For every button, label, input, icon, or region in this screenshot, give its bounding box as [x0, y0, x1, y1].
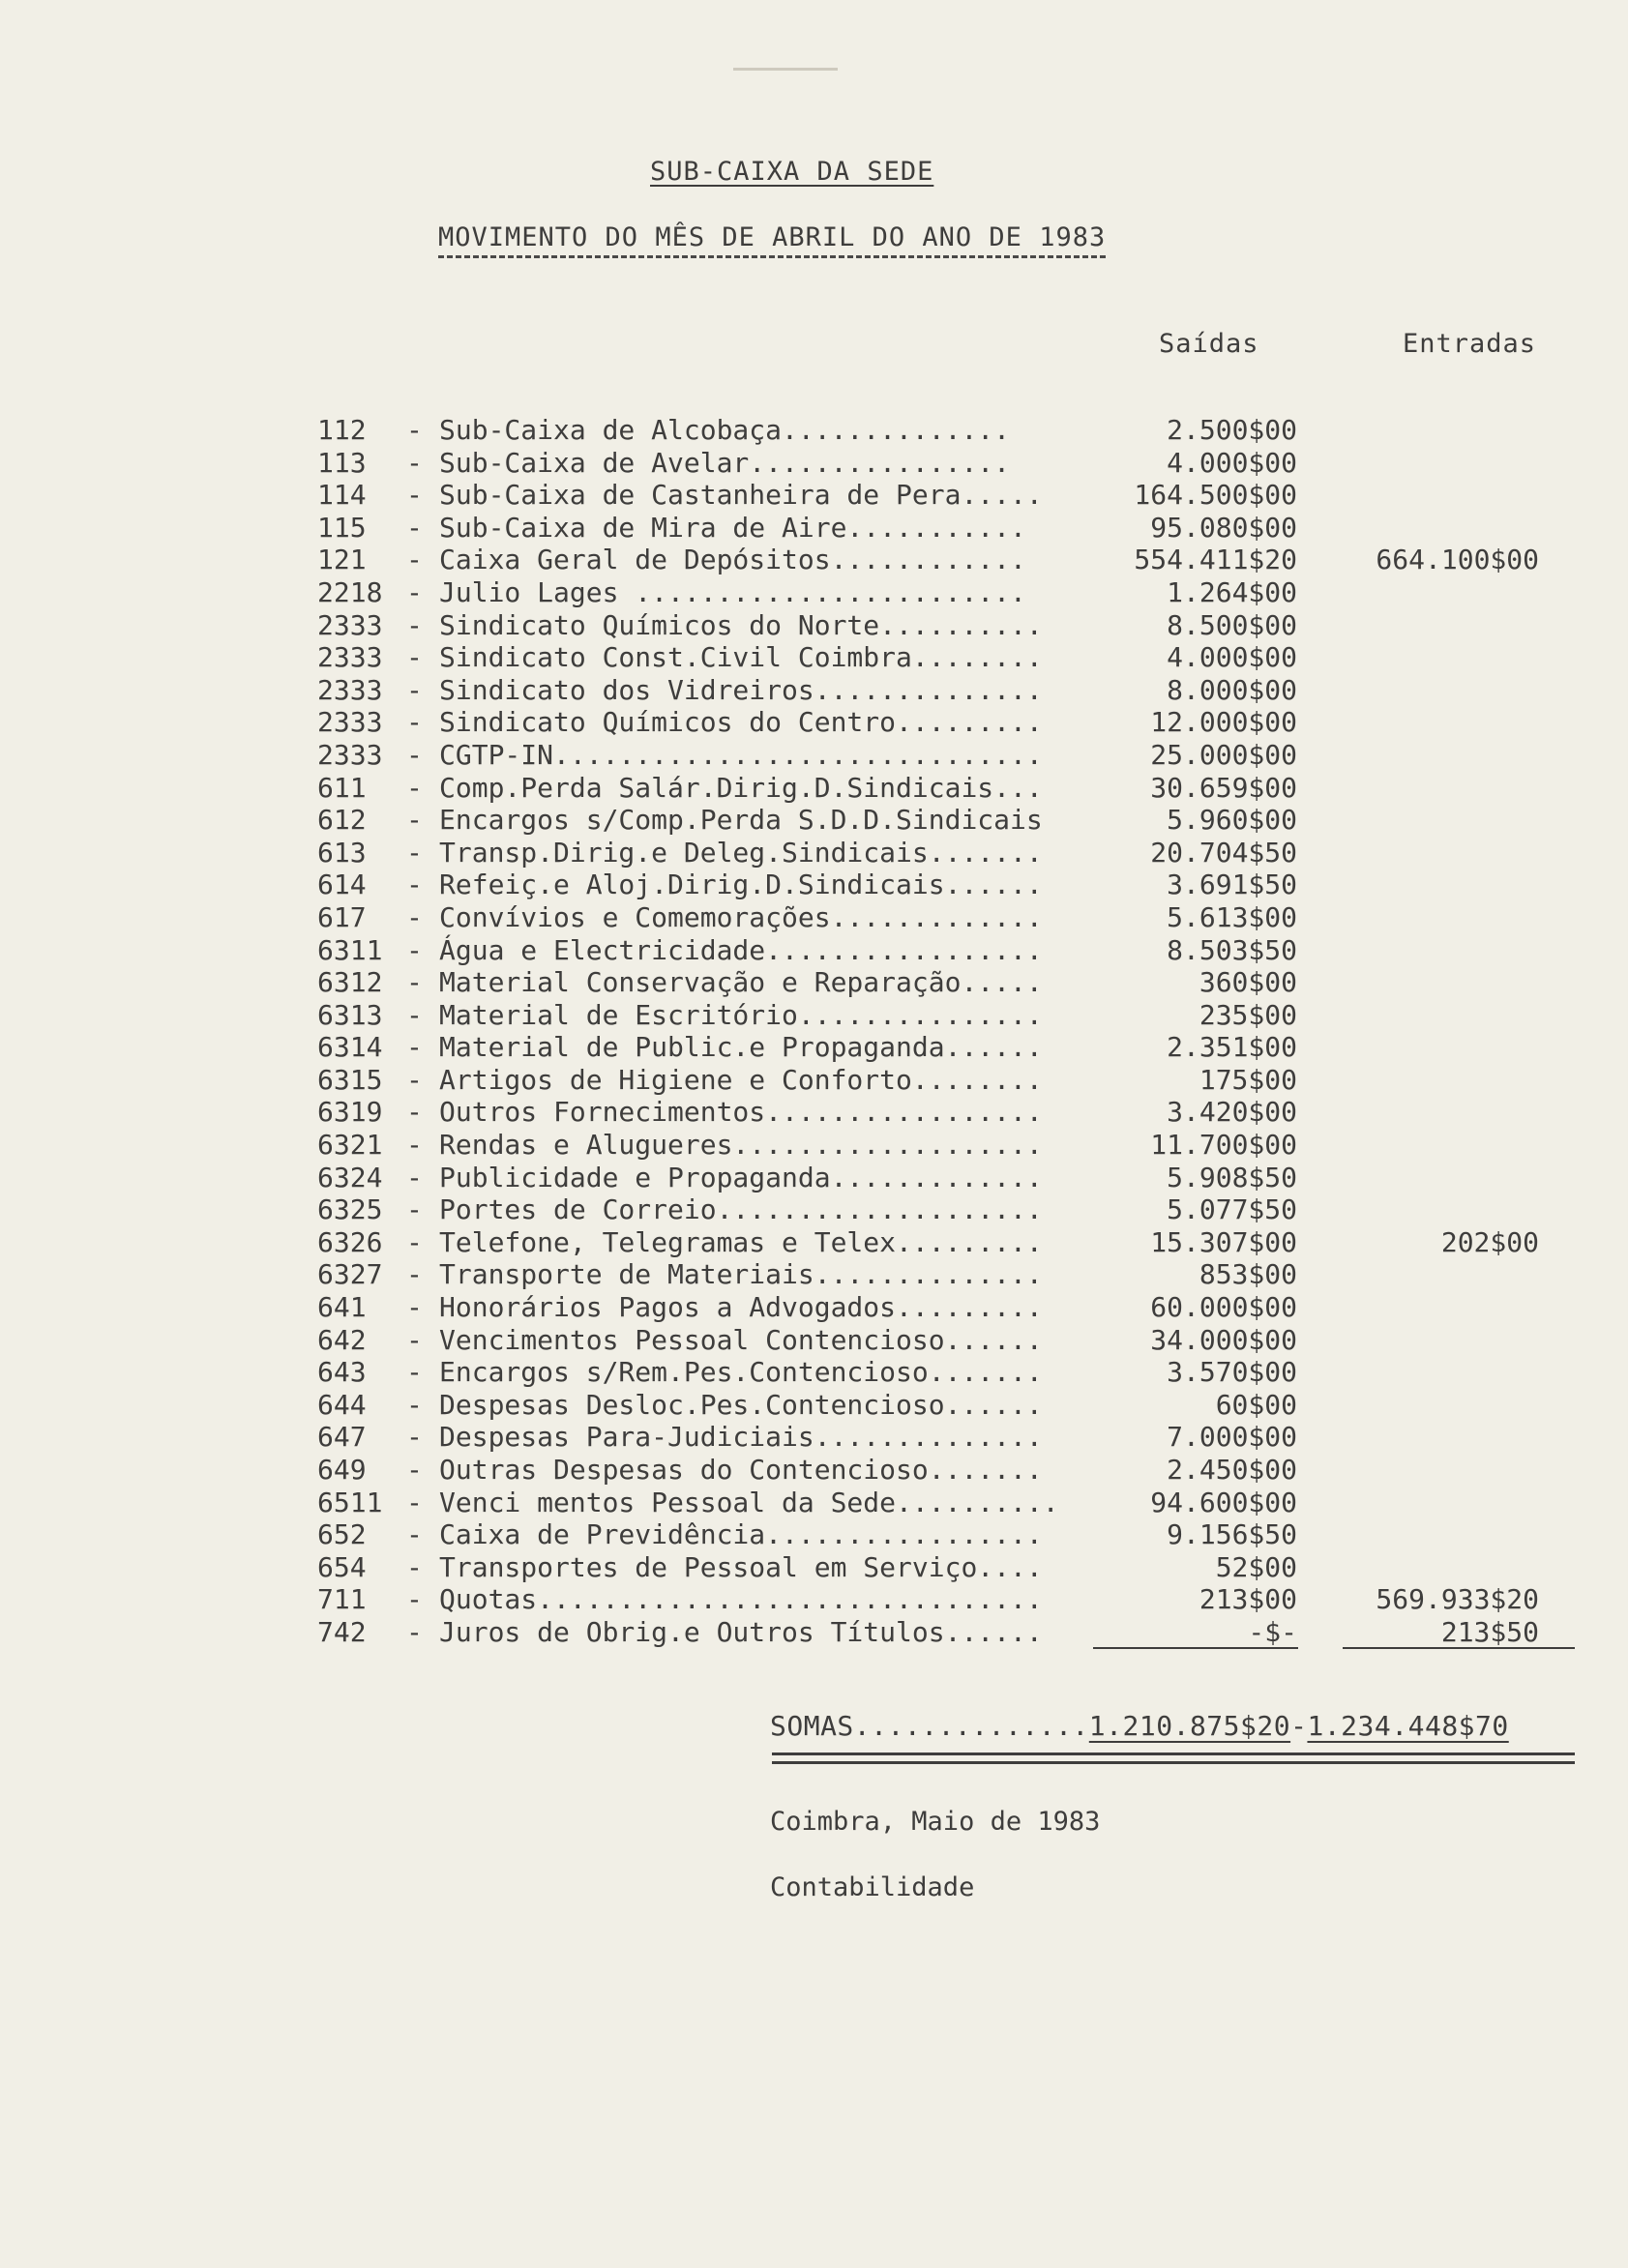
row-dash: - [406, 1129, 423, 1162]
account-code: 611 [317, 771, 367, 804]
saidas-amount: -$- [1248, 1615, 1297, 1648]
row-dash: - [406, 414, 423, 446]
account-code: 6325 [317, 1193, 383, 1226]
account-description: Sub-Caixa de Alcobaça.............. [439, 414, 1011, 446]
saidas-amount: 3.691$50 [1167, 869, 1297, 901]
account-description: Portes de Correio.................... [439, 1193, 1043, 1226]
ledger-row [0, 869, 1628, 901]
row-dash: - [406, 544, 423, 576]
ledger-row [0, 447, 1628, 480]
ledger-row [0, 674, 1628, 707]
row-dash: - [406, 1225, 423, 1258]
entradas-amount: 569.933$20 [1376, 1583, 1539, 1616]
account-description: Despesas Desloc.Pes.Contencioso...... [439, 1388, 1043, 1421]
row-dash: - [406, 966, 423, 999]
account-description: Outros Fornecimentos................. [439, 1096, 1043, 1129]
ledger-row [0, 1226, 1628, 1259]
row-dash: - [406, 1258, 423, 1291]
account-code: 6324 [317, 1161, 383, 1193]
ledger-table [0, 414, 1628, 1649]
saidas-amount: 3.420$00 [1167, 1096, 1297, 1129]
account-code: 617 [317, 900, 367, 933]
account-code: 2218 [317, 575, 383, 608]
ledger-row [0, 414, 1628, 447]
row-dash: - [406, 998, 423, 1031]
ledger-row [0, 1258, 1628, 1291]
ledger-row [0, 934, 1628, 967]
account-code: 2333 [317, 608, 383, 641]
totals-label: SOMAS.............. [770, 1710, 1089, 1742]
saidas-amount: 4.000$00 [1167, 446, 1297, 479]
account-code: 6312 [317, 966, 383, 999]
account-description: Julio Lages ........................ [439, 575, 1026, 608]
account-code: 2333 [317, 738, 383, 771]
column-header-saidas: Saídas [1159, 329, 1259, 359]
saidas-amount: 213$00 [1199, 1583, 1297, 1616]
saidas-amount: 2.351$00 [1167, 1031, 1297, 1064]
row-dash: - [406, 446, 423, 479]
row-dash: - [406, 933, 423, 966]
ledger-row [0, 641, 1628, 674]
ledger-row [0, 999, 1628, 1032]
ledger-row [0, 479, 1628, 512]
account-code: 711 [317, 1583, 367, 1616]
totals-line [770, 1710, 1509, 1742]
row-dash: - [406, 836, 423, 869]
ledger-row [0, 1064, 1628, 1097]
document-subtitle: MOVIMENTO DO MÊS DE ABRIL DO ANO DE 1983 [438, 222, 1106, 258]
row-dash: - [406, 1421, 423, 1454]
saidas-amount: 5.613$00 [1167, 900, 1297, 933]
row-dash: - [406, 575, 423, 608]
account-code: 647 [317, 1421, 367, 1454]
row-dash: - [406, 1063, 423, 1096]
account-description: Sub-Caixa de Avelar................ [439, 446, 1011, 479]
row-dash: - [406, 1096, 423, 1129]
account-code: 612 [317, 804, 367, 837]
account-code: 112 [317, 414, 367, 446]
row-dash: - [406, 804, 423, 837]
saidas-amount: 7.000$00 [1167, 1421, 1297, 1454]
account-description: Material de Escritório............... [439, 998, 1043, 1031]
account-description: Publicidade e Propaganda............. [439, 1161, 1043, 1193]
account-code: 6327 [317, 1258, 383, 1291]
account-description: Caixa Geral de Depósitos............ [439, 544, 1026, 576]
account-code: 6511 [317, 1486, 383, 1518]
saidas-amount: 5.908$50 [1167, 1161, 1297, 1193]
row-dash: - [406, 1615, 423, 1648]
account-description: Honorários Pagos a Advogados......... [439, 1291, 1043, 1324]
account-description: Sindicato dos Vidreiros.............. [439, 673, 1043, 706]
ledger-row [0, 1291, 1628, 1324]
saidas-amount: 554.411$20 [1134, 544, 1297, 576]
saidas-amount: 30.659$00 [1150, 771, 1297, 804]
account-description: Despesas Para-Judiciais.............. [439, 1421, 1043, 1454]
account-code: 642 [317, 1323, 367, 1356]
saidas-amount: 8.500$00 [1167, 608, 1297, 641]
row-dash: - [406, 511, 423, 544]
account-description: Encargos s/Rem.Pes.Contencioso....... [439, 1356, 1043, 1389]
account-description: Artigos de Higiene e Conforto........ [439, 1063, 1043, 1096]
ledger-row [0, 1616, 1628, 1649]
row-dash: - [406, 738, 423, 771]
totals-double-rule [772, 1753, 1575, 1764]
pencil-mark [733, 68, 838, 71]
account-description: CGTP-IN.............................. [439, 738, 1043, 771]
row-dash: - [406, 1454, 423, 1486]
account-code: 613 [317, 836, 367, 869]
ledger-row [0, 1518, 1628, 1551]
account-description: Sindicato Químicos do Norte.......... [439, 608, 1043, 641]
ledger-row [0, 1551, 1628, 1584]
account-code: 6326 [317, 1225, 383, 1258]
saidas-amount: 11.700$00 [1150, 1129, 1297, 1162]
account-description: Transportes de Pessoal em Serviço.... [439, 1550, 1043, 1583]
row-dash: - [406, 1291, 423, 1324]
row-dash: - [406, 706, 423, 739]
ledger-row [0, 1193, 1628, 1226]
saidas-amount: 164.500$00 [1134, 479, 1297, 512]
totals-saidas: 1.210.875$20 [1088, 1710, 1291, 1742]
department-signature: Contabilidade [770, 1872, 975, 1902]
account-description: Juros de Obrig.e Outros Títulos...... [439, 1615, 1043, 1648]
ledger-row [0, 804, 1628, 837]
account-code: 6321 [317, 1129, 383, 1162]
account-code: 121 [317, 544, 367, 576]
account-description: Encargos s/Comp.Perda S.D.D.Sindicais [439, 804, 1043, 837]
account-description: Material Conservação e Reparação..... [439, 966, 1043, 999]
row-dash: - [406, 869, 423, 901]
saidas-amount: 2.450$00 [1167, 1454, 1297, 1486]
ledger-row [0, 772, 1628, 805]
saidas-amount: 1.264$00 [1167, 575, 1297, 608]
saidas-amount: 8.000$00 [1167, 673, 1297, 706]
saidas-amount: 94.600$00 [1150, 1486, 1297, 1518]
saidas-amount: 9.156$50 [1167, 1518, 1297, 1551]
ledger-row [0, 1389, 1628, 1422]
row-dash: - [406, 479, 423, 512]
row-dash: - [406, 1486, 423, 1518]
place-date: Coimbra, Maio de 1983 [770, 1807, 1101, 1837]
entradas-underline [1343, 1647, 1575, 1649]
ledger-row [0, 512, 1628, 545]
saidas-amount: 4.000$00 [1167, 641, 1297, 674]
ledger-row [0, 576, 1628, 609]
account-description: Comp.Perda Salár.Dirig.D.Sindicais... [439, 771, 1043, 804]
saidas-amount: 52$00 [1215, 1550, 1297, 1583]
ledger-row [0, 1324, 1628, 1357]
ledger-row [0, 1031, 1628, 1064]
account-code: 6319 [317, 1096, 383, 1129]
account-code: 113 [317, 446, 367, 479]
account-description: Água e Electricidade................. [439, 933, 1043, 966]
account-description: Transp.Dirig.e Deleg.Sindicais....... [439, 836, 1043, 869]
account-code: 649 [317, 1454, 367, 1486]
row-dash: - [406, 1518, 423, 1551]
row-dash: - [406, 1323, 423, 1356]
row-dash: - [406, 1161, 423, 1193]
account-description: Refeiç.e Aloj.Dirig.D.Sindicais...... [439, 869, 1043, 901]
saidas-amount: 8.503$50 [1167, 933, 1297, 966]
saidas-amount: 175$00 [1199, 1063, 1297, 1096]
account-code: 114 [317, 479, 367, 512]
account-description: Quotas............................... [439, 1583, 1043, 1616]
entradas-amount: 664.100$00 [1376, 544, 1539, 576]
account-code: 643 [317, 1356, 367, 1389]
account-description: Sub-Caixa de Castanheira de Pera..... [439, 479, 1043, 512]
account-code: 6311 [317, 933, 383, 966]
row-dash: - [406, 673, 423, 706]
account-code: 641 [317, 1291, 367, 1324]
account-code: 654 [317, 1550, 367, 1583]
ledger-row [0, 1356, 1628, 1389]
saidas-amount: 20.704$50 [1150, 836, 1297, 869]
account-description: Material de Public.e Propaganda...... [439, 1031, 1043, 1064]
account-code: 2333 [317, 641, 383, 674]
ledger-row [0, 1096, 1628, 1129]
document-title: SUB-CAIXA DA SEDE [650, 157, 934, 187]
entradas-amount: 213$50 [1440, 1615, 1539, 1648]
row-dash: - [406, 608, 423, 641]
totals-entradas: 1.234.448$70 [1307, 1710, 1509, 1742]
ledger-row [0, 1583, 1628, 1616]
account-code: 742 [317, 1615, 367, 1648]
saidas-amount: 853$00 [1199, 1258, 1297, 1291]
row-dash: - [406, 1356, 423, 1389]
row-dash: - [406, 641, 423, 674]
saidas-amount: 60.000$00 [1150, 1291, 1297, 1324]
saidas-amount: 12.000$00 [1150, 706, 1297, 739]
account-description: Telefone, Telegramas e Telex......... [439, 1225, 1043, 1258]
saidas-amount: 5.960$00 [1167, 804, 1297, 837]
saidas-underline [1093, 1647, 1298, 1649]
ledger-row [0, 1162, 1628, 1194]
account-description: Sub-Caixa de Mira de Aire........... [439, 511, 1026, 544]
ledger-row [0, 1487, 1628, 1519]
account-code: 652 [317, 1518, 367, 1551]
account-code: 6314 [317, 1031, 383, 1064]
account-description: Vencimentos Pessoal Contencioso...... [439, 1323, 1043, 1356]
row-dash: - [406, 900, 423, 933]
row-dash: - [406, 771, 423, 804]
row-dash: - [406, 1550, 423, 1583]
saidas-amount: 2.500$00 [1167, 414, 1297, 446]
account-description: Sindicato Químicos do Centro......... [439, 706, 1043, 739]
saidas-amount: 60$00 [1215, 1388, 1297, 1421]
ledger-row [0, 1454, 1628, 1487]
account-code: 6313 [317, 998, 383, 1031]
ledger-row [0, 966, 1628, 999]
saidas-amount: 25.000$00 [1150, 738, 1297, 771]
saidas-amount: 34.000$00 [1150, 1323, 1297, 1356]
ledger-row [0, 1421, 1628, 1454]
account-code: 6315 [317, 1063, 383, 1096]
account-description: Venci mentos Pessoal da Sede.......... [439, 1486, 1059, 1518]
ledger-row [0, 544, 1628, 576]
ledger-row [0, 837, 1628, 869]
account-code: 2333 [317, 673, 383, 706]
saidas-amount: 3.570$00 [1167, 1356, 1297, 1389]
account-description: Convívios e Comemorações............. [439, 900, 1043, 933]
row-dash: - [406, 1388, 423, 1421]
account-code: 2333 [317, 706, 383, 739]
saidas-amount: 95.080$00 [1150, 511, 1297, 544]
account-description: Caixa de Previdência................. [439, 1518, 1043, 1551]
ledger-row [0, 609, 1628, 642]
row-dash: - [406, 1583, 423, 1616]
ledger-row [0, 739, 1628, 772]
account-description: Transporte de Materiais.............. [439, 1258, 1043, 1291]
row-dash: - [406, 1031, 423, 1064]
row-dash: - [406, 1193, 423, 1226]
saidas-amount: 360$00 [1199, 966, 1297, 999]
ledger-row [0, 1129, 1628, 1162]
totals-separator: - [1290, 1710, 1308, 1742]
saidas-amount: 235$00 [1199, 998, 1297, 1031]
account-code: 644 [317, 1388, 367, 1421]
account-description: Outras Despesas do Contencioso....... [439, 1454, 1043, 1486]
ledger-row [0, 706, 1628, 739]
column-header-entradas: Entradas [1403, 329, 1537, 359]
account-description: Rendas e Alugueres................... [439, 1129, 1043, 1162]
saidas-amount: 15.307$00 [1150, 1225, 1297, 1258]
account-code: 614 [317, 869, 367, 901]
entradas-amount: 202$00 [1440, 1225, 1539, 1258]
saidas-amount: 5.077$50 [1167, 1193, 1297, 1226]
account-description: Sindicato Const.Civil Coimbra........ [439, 641, 1043, 674]
account-code: 115 [317, 511, 367, 544]
ledger-row [0, 901, 1628, 934]
